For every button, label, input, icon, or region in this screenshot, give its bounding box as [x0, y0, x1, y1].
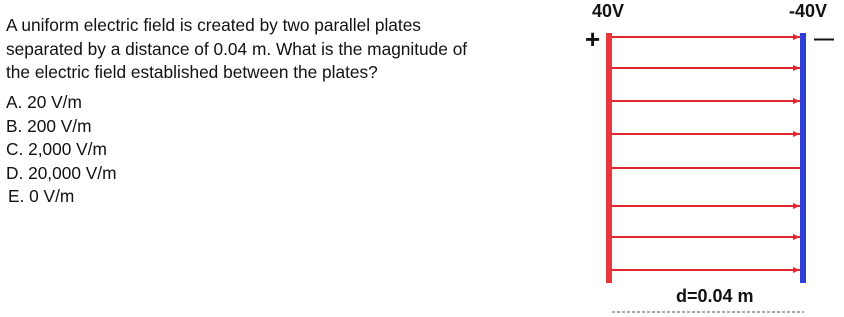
negative-plate [800, 33, 806, 283]
arrowhead [793, 234, 800, 240]
option-d[interactable]: D. 20,000 V/m [6, 162, 117, 183]
right-plate-voltage-label: -40V [789, 1, 828, 21]
arrowhead [793, 267, 800, 273]
field-lines [612, 37, 800, 270]
arrowhead [793, 203, 800, 209]
left-plate-voltage-label: 40V [592, 1, 625, 21]
arrowhead [793, 65, 800, 71]
distance-label: d=0.04 m [676, 286, 754, 306]
question-line-3: the electric field established between the plates? [6, 62, 378, 82]
positive-sign: + [585, 24, 601, 54]
option-b[interactable]: B. 200 V/m [6, 115, 92, 136]
option-a[interactable]: A. 20 V/m [6, 92, 82, 112]
arrowhead [793, 98, 800, 104]
option-c[interactable]: C. 2,000 V/m [6, 139, 107, 159]
arrowhead [793, 34, 800, 40]
arrowhead [793, 131, 800, 137]
field-arrowheads [793, 34, 800, 273]
positive-plate [606, 33, 612, 283]
option-e[interactable]: E. 0 V/m [8, 186, 75, 206]
question-line-2: separated by a distance of 0.04 m. What is the magnitude of [6, 38, 468, 59]
question-line-1: A uniform electric field is created by two parallel plates [6, 15, 421, 35]
negative-sign: — [814, 28, 834, 50]
